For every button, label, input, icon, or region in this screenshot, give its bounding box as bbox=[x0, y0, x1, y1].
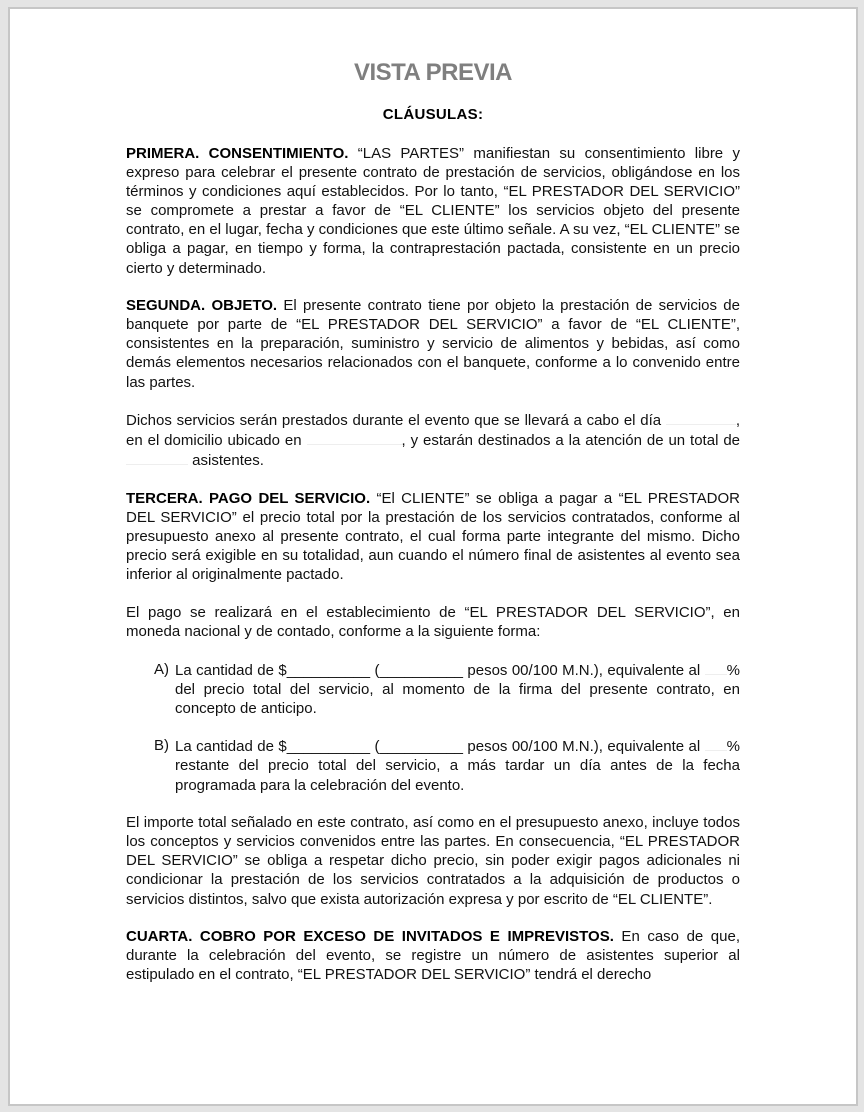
payment-intro: El pago se realizará en el establecimiento de “EL PRESTADOR DEL SERVICIO”, en moneda nacional y de contado, conforme a la siguiente forma: bbox=[126, 603, 740, 640]
event-date-blank[interactable] bbox=[666, 410, 736, 425]
clause-tercera-title: TERCERA. PAGO DEL SERVICIO. bbox=[126, 489, 371, 507]
price-closing-paragraph: El importe total señalado en este contrato, así como en el presupuesto anexo, incluye todos los conceptos y servicios convenidos entre las partes. En consecuencia, “EL PRESTADOR DEL SERVICIO” se obliga a respetar dicho precio, sin poder exigir pagos adicionales ni condicionar la prestación de los servicios contratados a la adquisición de productos o servicios distintos, salvo que exista autorización expresa y por escrito de “EL CLIENTE”. bbox=[126, 814, 740, 908]
payment-list bbox=[126, 660, 740, 795]
payment-item-text bbox=[175, 660, 740, 718]
payment-item-a bbox=[126, 660, 740, 718]
attendee-count-blank[interactable] bbox=[126, 450, 188, 465]
payment-text: % del precio total del servicio, al momento de la firma del presente contrato, en concepto de anticipo. bbox=[175, 661, 740, 717]
event-details-text: asistentes. bbox=[188, 452, 264, 470]
event-details-text: Dichos servicios serán prestados durante el evento que se llevará a cabo el día bbox=[126, 412, 666, 430]
document-page bbox=[8, 7, 858, 1106]
clauses-heading: CLÁUSULAS: bbox=[382, 106, 484, 123]
clause-cuarta-text: En caso de que, durante la celebración del evento, se registre un número de asistentes superior al estipulado en el contrato, “EL PRESTADOR DEL SERVICIO” tendrá el derecho bbox=[126, 928, 740, 984]
clause-primera-text: “LAS PARTES” manifiestan su consentimiento libre y expreso para celebrar el presente contrato de prestación de servicios, obligándose en los términos y condiciones aquí establecidos. Por lo tanto, “EL PRESTADOR DEL SERVICIO” se compromete a prestar a favor de “EL CLIENTE” los servicios objeto del presente contrato, en el lugar, fecha y condiciones que este último señale. A su vez, “EL CLIENTE” se obliga a pagar, en tiempo y forma, la contraprestación pactada, consistente en un precio cierto y determinado. bbox=[126, 145, 740, 277]
payment-text: La cantidad de $__________ (__________ pesos 00/100 M.N.), equivalente al bbox=[175, 661, 705, 679]
event-details-text: , en el domicilio ubicado en bbox=[126, 412, 740, 450]
clause-tercera-text: “El CLIENTE” se obliga a pagar a “EL PRESTADOR DEL SERVICIO” el precio total por la prestación de los servicios contratados, conforme al presupuesto anexo al presente contrato, el cual forma parte integrante del mismo. Dicho precio será exigible en su totalidad, aun cuando el número final de asistentes al evento sea inferior al originalmente pactado. bbox=[126, 489, 740, 584]
list-marker: A) bbox=[154, 660, 169, 678]
clause-segunda bbox=[126, 296, 740, 391]
preview-watermark-title: VISTA PREVIA bbox=[353, 59, 513, 86]
clause-cuarta bbox=[126, 927, 740, 984]
clause-tercera bbox=[126, 489, 740, 584]
clause-primera bbox=[126, 144, 740, 278]
payment-item-b bbox=[126, 736, 740, 794]
clause-cuarta-title: CUARTA. COBRO POR EXCESO DE INVITADOS E IMPREVISTOS. bbox=[126, 928, 614, 946]
event-details-paragraph bbox=[126, 410, 740, 470]
list-marker: B) bbox=[154, 737, 169, 755]
payment-text: % restante del precio total del servicio, a más tardar un día antes de la fecha programada para la celebración del evento. bbox=[175, 738, 740, 794]
percentage-blank[interactable] bbox=[705, 736, 727, 751]
payment-text: La cantidad de $__________ (__________ pesos 00/100 M.N.), equivalente al bbox=[175, 738, 705, 756]
clause-primera-title: PRIMERA. CONSENTIMIENTO. bbox=[126, 145, 349, 162]
clause-segunda-text: El presente contrato tiene por objeto la prestación de servicios de banquete por parte de “EL PRESTADOR DEL SERVICIO” a favor de “EL CLIENTE”, consistentes en la preparación, suministro y servicio de alimentos y bebidas, así como demás elementos necesarios relacionados con el banquete, conforme a lo convenido entre las partes. bbox=[126, 297, 740, 391]
payment-item-text bbox=[175, 736, 740, 794]
document-body bbox=[126, 144, 740, 1003]
percentage-blank[interactable] bbox=[705, 660, 727, 675]
clause-segunda-title: SEGUNDA. OBJETO. bbox=[126, 297, 278, 315]
event-details-text: , y estarán destinados a la atención de un total de bbox=[401, 432, 740, 450]
event-address-blank[interactable] bbox=[307, 430, 402, 445]
